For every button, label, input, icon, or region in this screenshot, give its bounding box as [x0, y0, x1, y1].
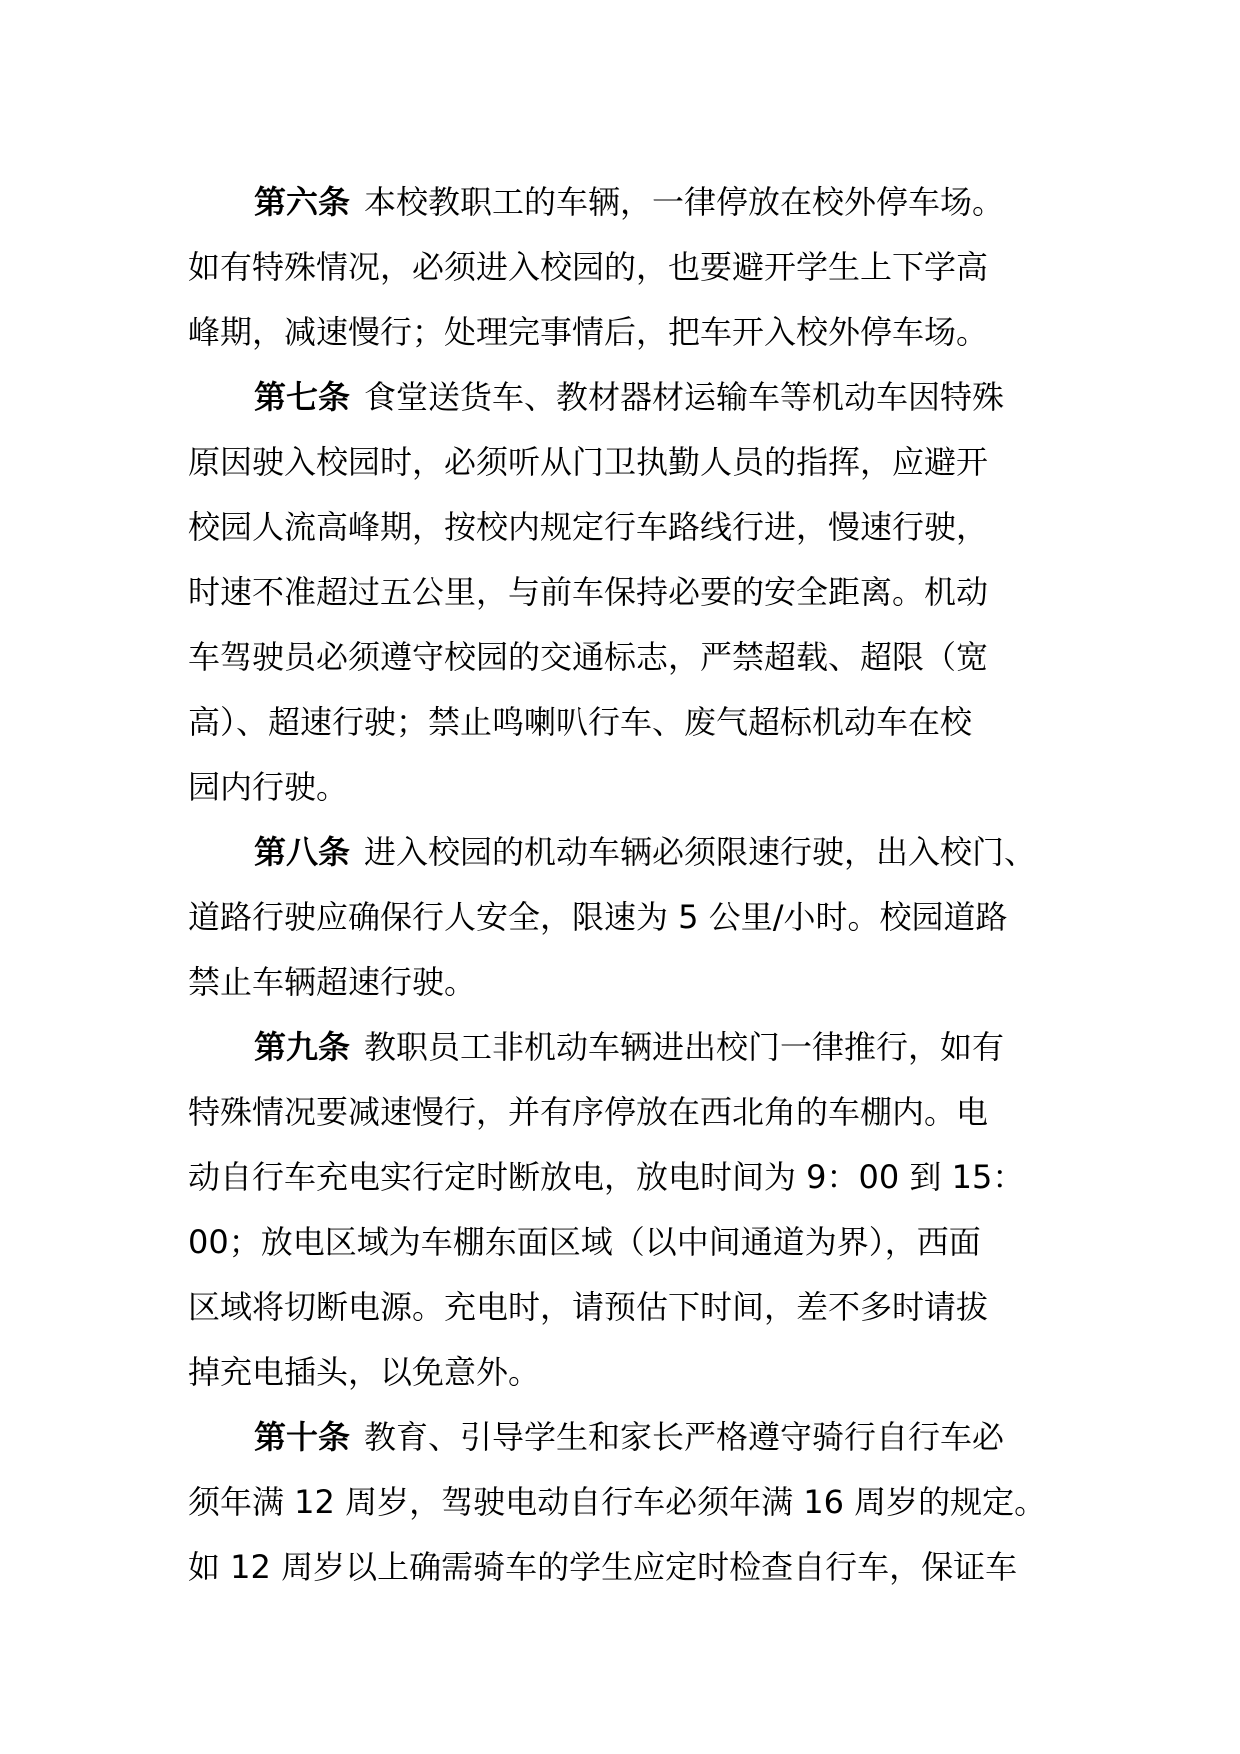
article-9-line-3: 动自行车充电实行定时断放电，放电时间为 9：00 到 15： [188, 1158, 1025, 1196]
article-8-text: 进入校园的机动车辆必须限速行驶，出入校门、 [364, 833, 1037, 871]
article-7-line-2: 原因驶入校园时，必须听从门卫执勤人员的指挥，应避开 [188, 443, 989, 481]
article-9-line-1 [188, 1015, 1068, 1080]
article-8-line-2: 道路行驶应确保行人安全，限速为 5 公里/小时。校园道路 [188, 898, 1008, 936]
article-7-line-5: 车驾驶员必须遵守校园的交通标志，严禁超载、超限（宽 [188, 638, 989, 676]
article-6-line-1 [188, 170, 1068, 235]
article-10-heading: 第十条 [254, 1418, 351, 1456]
article-10-line-3: 如 12 周岁以上确需骑车的学生应定时检查自行车，保证车 [188, 1548, 1018, 1586]
article-7-line-3: 校园人流高峰期，按校内规定行车路线行进，慢速行驶， [188, 508, 989, 546]
article-6-heading: 第六条 [254, 183, 351, 221]
article-6-line-3: 峰期，减速慢行；处理完事情后，把车开入校外停车场。 [188, 313, 989, 351]
article-9-text: 教职员工非机动车辆进出校门一律推行，如有 [364, 1028, 1005, 1066]
article-8-line-1 [188, 820, 1068, 885]
article-7-line-6: 高）、超速行驶；禁止鸣喇叭行车、废气超标机动车在校 [188, 703, 973, 741]
article-7-heading: 第七条 [254, 378, 351, 416]
article-6-text: 本校教职工的车辆，一律停放在校外停车场。 [364, 183, 1005, 221]
article-7-text: 食堂送货车、教材器材运输车等机动车因特殊 [364, 378, 1005, 416]
article-7-line-7: 园内行驶。 [188, 768, 349, 806]
document-body [188, 170, 1068, 1600]
article-10-line-1 [188, 1405, 1068, 1470]
article-10-text: 教育、引导学生和家长严格遵守骑行自行车必 [364, 1418, 1005, 1456]
article-9-line-4: 00；放电区域为车棚东面区域（以中间通道为界），西面 [188, 1223, 981, 1261]
article-9-line-6: 掉充电插头，以免意外。 [188, 1353, 541, 1391]
article-8-heading: 第八条 [254, 833, 351, 871]
article-9-line-5: 区域将切断电源。充电时，请预估下时间，差不多时请拔 [188, 1288, 989, 1326]
article-9-heading: 第九条 [254, 1028, 351, 1066]
article-7-line-1 [188, 365, 1068, 430]
article-8-line-3: 禁止车辆超速行驶。 [188, 963, 477, 1001]
article-7-line-4: 时速不准超过五公里，与前车保持必要的安全距离。机动 [188, 573, 989, 611]
article-6-line-2: 如有特殊情况，必须进入校园的，也要避开学生上下学高 [188, 248, 989, 286]
article-9-line-2: 特殊情况要减速慢行，并有序停放在西北角的车棚内。电 [188, 1093, 989, 1131]
article-10-line-2: 须年满 12 周岁，驾驶电动自行车必须年满 16 周岁的规定。 [188, 1483, 1047, 1521]
